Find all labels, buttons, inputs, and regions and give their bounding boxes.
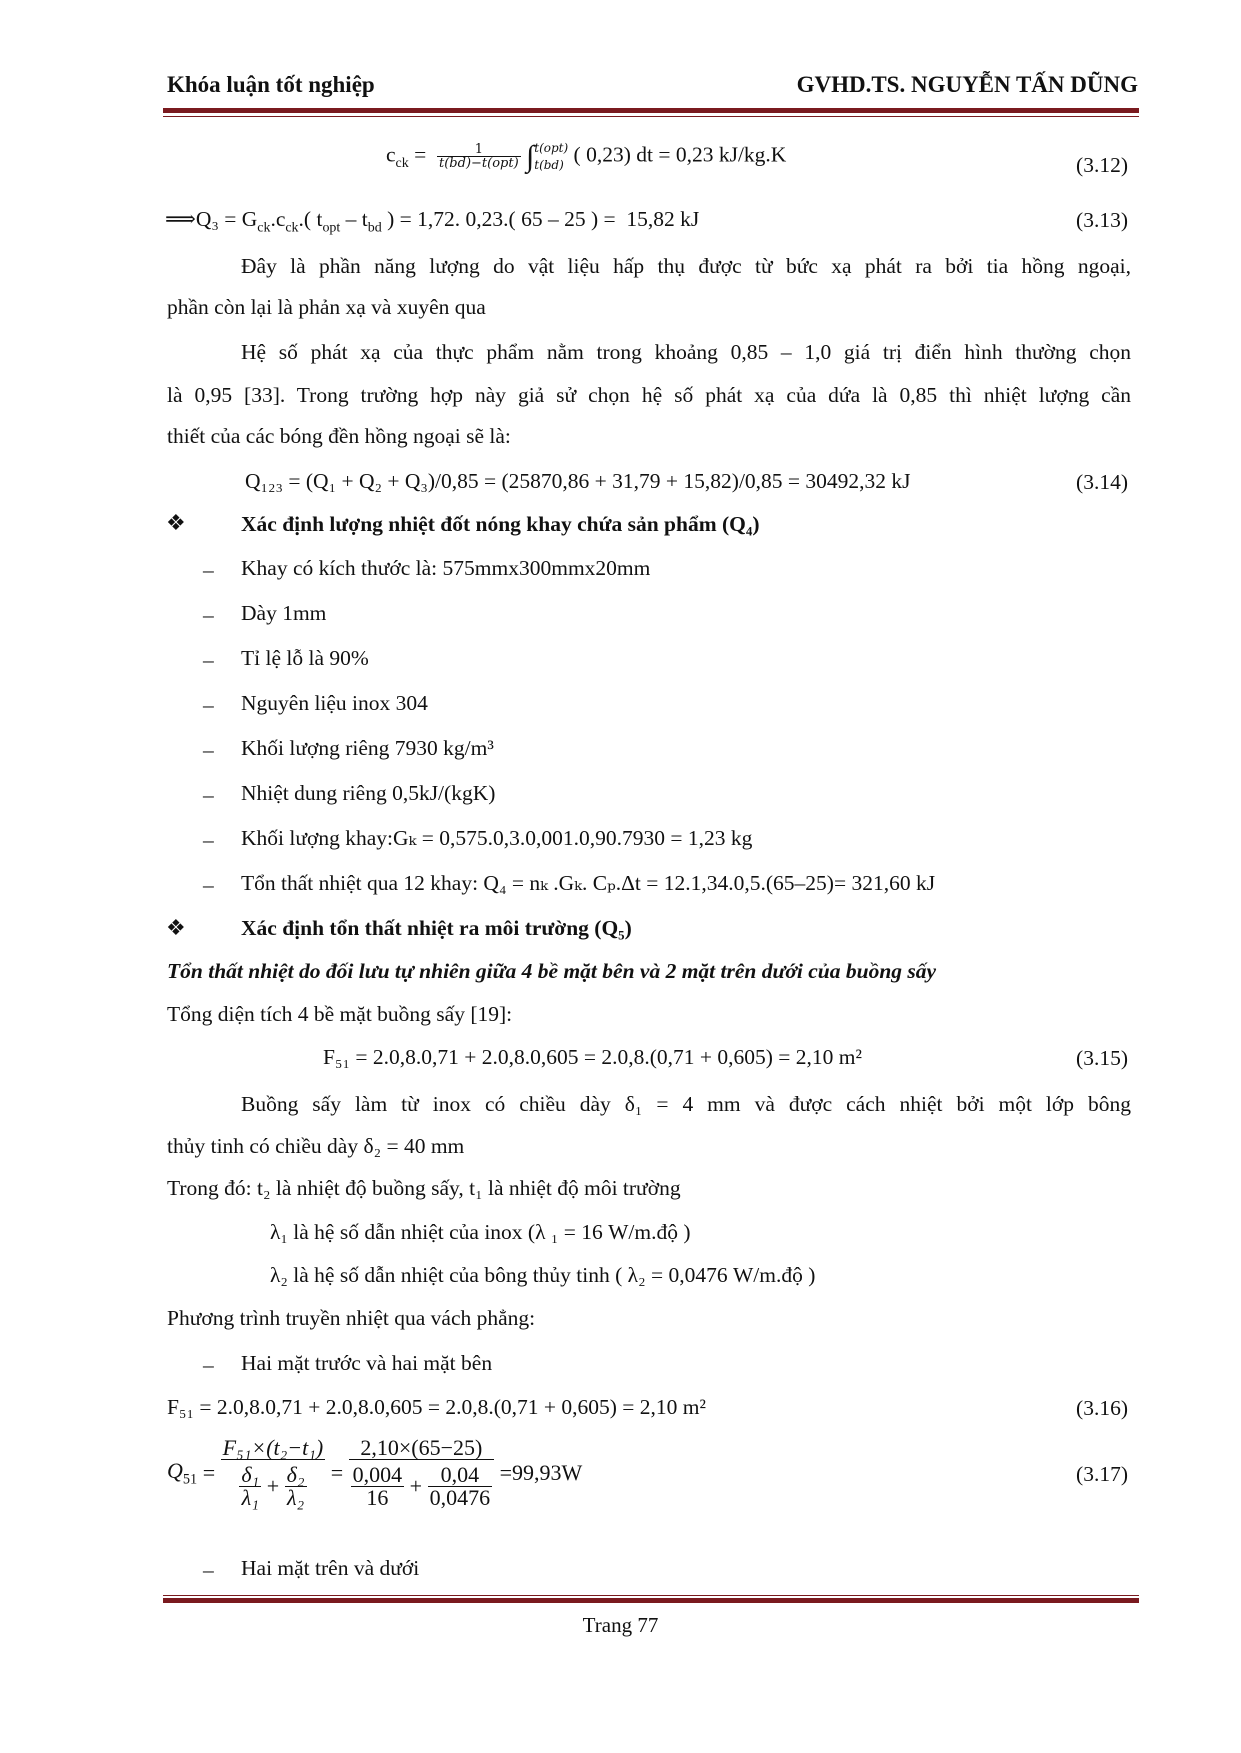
dash-bullet: – — [203, 558, 214, 582]
footer-rule-thin — [163, 1595, 1139, 1596]
diamond-bullet-icon: ❖ — [166, 915, 186, 940]
list-item: Hai mặt trên và dưới — [241, 1556, 420, 1580]
header-rule-thick — [163, 108, 1139, 113]
dash-bullet: – — [203, 873, 214, 897]
dash-bullet: – — [203, 783, 214, 807]
paragraph-line: phần còn lại là phản xạ và xuyên qua — [167, 295, 486, 319]
list-item: Khối lượng riêng 7930 kg/m³ — [241, 736, 494, 760]
paragraph-line: thiết của các bóng đền hồng ngoại sẽ là: — [167, 424, 511, 448]
integral-limits: t(opt) t(bd) — [534, 141, 569, 172]
fraction: 2,10×(65−25) $\frac{0,004}{16}$ + $\frac{0,04}{0,0476}$ — [349, 1437, 494, 1509]
fraction: $\frac{1}{\text{t(bd)−t(opt)}}$ — [439, 142, 519, 172]
diamond-bullet-icon: ❖ — [166, 510, 186, 535]
paragraph-line: Hệ số phát xạ của thực phẩm nằm trong khoảng 0,85 – 1,0 giá trị điển hình thường chọn — [241, 340, 1131, 364]
equation-3-16: F₅₁ = 2.0,8.0,71 + 2.0,8.0,605 = 2.0,8.(0,71 + 0,605) = 2,10 m² — [167, 1395, 706, 1419]
footer-rule-thick — [163, 1598, 1139, 1603]
equation-number: (3.16) — [1076, 1396, 1128, 1420]
dash-bullet: – — [203, 738, 214, 762]
equation-3-15: F₅₁ = 2.0,8.0,71 + 2.0,8.0,605 = 2.0,8.(0,71 + 0,605) = 2,10 m² — [323, 1045, 862, 1069]
dash-bullet: – — [203, 1353, 214, 1377]
section-heading: Xác định tổn thất nhiệt ra môi trường (Q₅) — [241, 916, 632, 940]
fraction: F₅₁×(t₂−t₁) $\frac{\text{δ₁}}{\text{λ₁}}$ + $\frac{\text{δ₂}}{\text{λ₂}}$ — [222, 1435, 324, 1510]
dash-bullet: – — [203, 693, 214, 717]
dash-bullet: – — [203, 603, 214, 627]
page-number: Trang 77 — [582, 1613, 659, 1637]
list-item: Tổn thất nhiệt qua 12 khay: Q₄ = nₖ .Gₖ. Cₚ.Δt = 12.1,34.0,5.(65–25)= 321,60 kJ — [241, 871, 936, 895]
definition-line: λ₂ là hệ số dẫn nhiệt của bông thủy tinh ( λ₂ = 0,0476 W/m.độ ) — [270, 1263, 816, 1287]
definition-line: Trong đó: t₂ là nhiệt độ buồng sấy, t₁ là nhiệt độ môi trường — [167, 1176, 681, 1200]
definition-line: λ₁ là hệ số dẫn nhiệt của inox (λ ₁ = 16 W/m.độ ) — [270, 1220, 691, 1244]
dash-bullet: – — [203, 1558, 214, 1582]
equation-3-14: Q₁₂₃ = (Q₁ + Q₂ + Q₃)/0,85 = (25870,86 + 31,79 + 15,82)/0,85 = 30492,32 kJ — [245, 469, 911, 493]
header-title: Khóa luận tốt nghiệp — [167, 72, 375, 97]
integral-sign: ∫ — [526, 139, 535, 173]
equation-number: (3.14) — [1076, 470, 1128, 494]
equation-number: (3.17) — [1076, 1462, 1128, 1486]
equation-number: (3.13) — [1076, 208, 1128, 232]
dash-bullet: – — [203, 648, 214, 672]
list-item: Nguyên liệu inox 304 — [241, 691, 428, 715]
subheading: Tổn thất nhiệt do đối lưu tự nhiên giữa 4 bề mặt bên và 2 mặt trên dưới của buồng sấy — [167, 959, 937, 983]
section-heading: Xác định lượng nhiệt đốt nóng khay chứa sản phẩm (Q₄) — [241, 512, 760, 536]
paragraph-line: thủy tinh có chiều dày δ₂ = 40 mm — [167, 1134, 465, 1158]
paragraph-line: Phương trình truyền nhiệt qua vách phẳng: — [167, 1306, 536, 1330]
list-item: Hai mặt trước và hai mặt bên — [241, 1351, 493, 1375]
list-item: Khay có kích thước là: 575mmx300mmx20mm — [241, 556, 651, 580]
list-item: Tỉ lệ lỗ là 90% — [241, 646, 369, 670]
paragraph-line: là 0,95 [33]. Trong trường hợp này giả sử chọn hệ số phát xạ của dứa là 0,85 thì nhiệt lượng cần — [167, 383, 1131, 407]
paragraph-line: Buồng sấy làm từ inox có chiều dày δ₁ = 4 mm và được cách nhiệt bởi một lớp bông — [241, 1092, 1131, 1116]
page-header — [167, 72, 1138, 106]
equation-number: (3.15) — [1076, 1046, 1128, 1070]
equation-3-13: ⟹Q₃ = $G_{ck}.c_{ck}$.( $t_{opt} - t_{bd}$ ) = 1,72. 0,23.( 65 – 25 ) = 15,82 kJ — [165, 207, 700, 236]
list-item: Dày 1mm — [241, 601, 327, 625]
paragraph-line: Tổng diện tích 4 bề mặt buồng sấy [19]: — [167, 1002, 513, 1026]
equation-3-17: $Q_{51}$ = F₅₁×(t₂−t₁) $\frac{\text{δ₁}}{\text{λ₁}}$ + $\frac{\text{δ₂}}{\text{λ₂}}$ = 2,10×(65−25) $\frac{0,004}{16}$ + $\frac{0,04}{0,0476}$ =99,93W — [167, 1435, 583, 1510]
header-advisor: GVHD.TS. NGUYỄN TẤN DŨNG — [796, 72, 1138, 97]
equation-number: (3.12) — [1076, 153, 1128, 177]
equation-3-12: $c_{ck}$ = $\frac{1}{\text{t(bd)−t(opt)}}$ ∫ t(opt) t(bd) ( 0,23) dt = 0,23 kJ/kg.K — [386, 139, 787, 173]
dash-bullet: – — [203, 828, 214, 852]
list-item: Nhiệt dung riêng 0,5kJ/(kgK) — [241, 781, 496, 805]
list-item: Khối lượng khay:Gₖ = 0,575.0,3.0,001.0,90.7930 = 1,23 kg — [241, 826, 753, 850]
paragraph-line: Đây là phần năng lượng do vật liệu hấp thụ được từ bức xạ phát ra bởi tia hồng ngoại, — [241, 254, 1131, 278]
header-rule-thin — [163, 116, 1139, 117]
